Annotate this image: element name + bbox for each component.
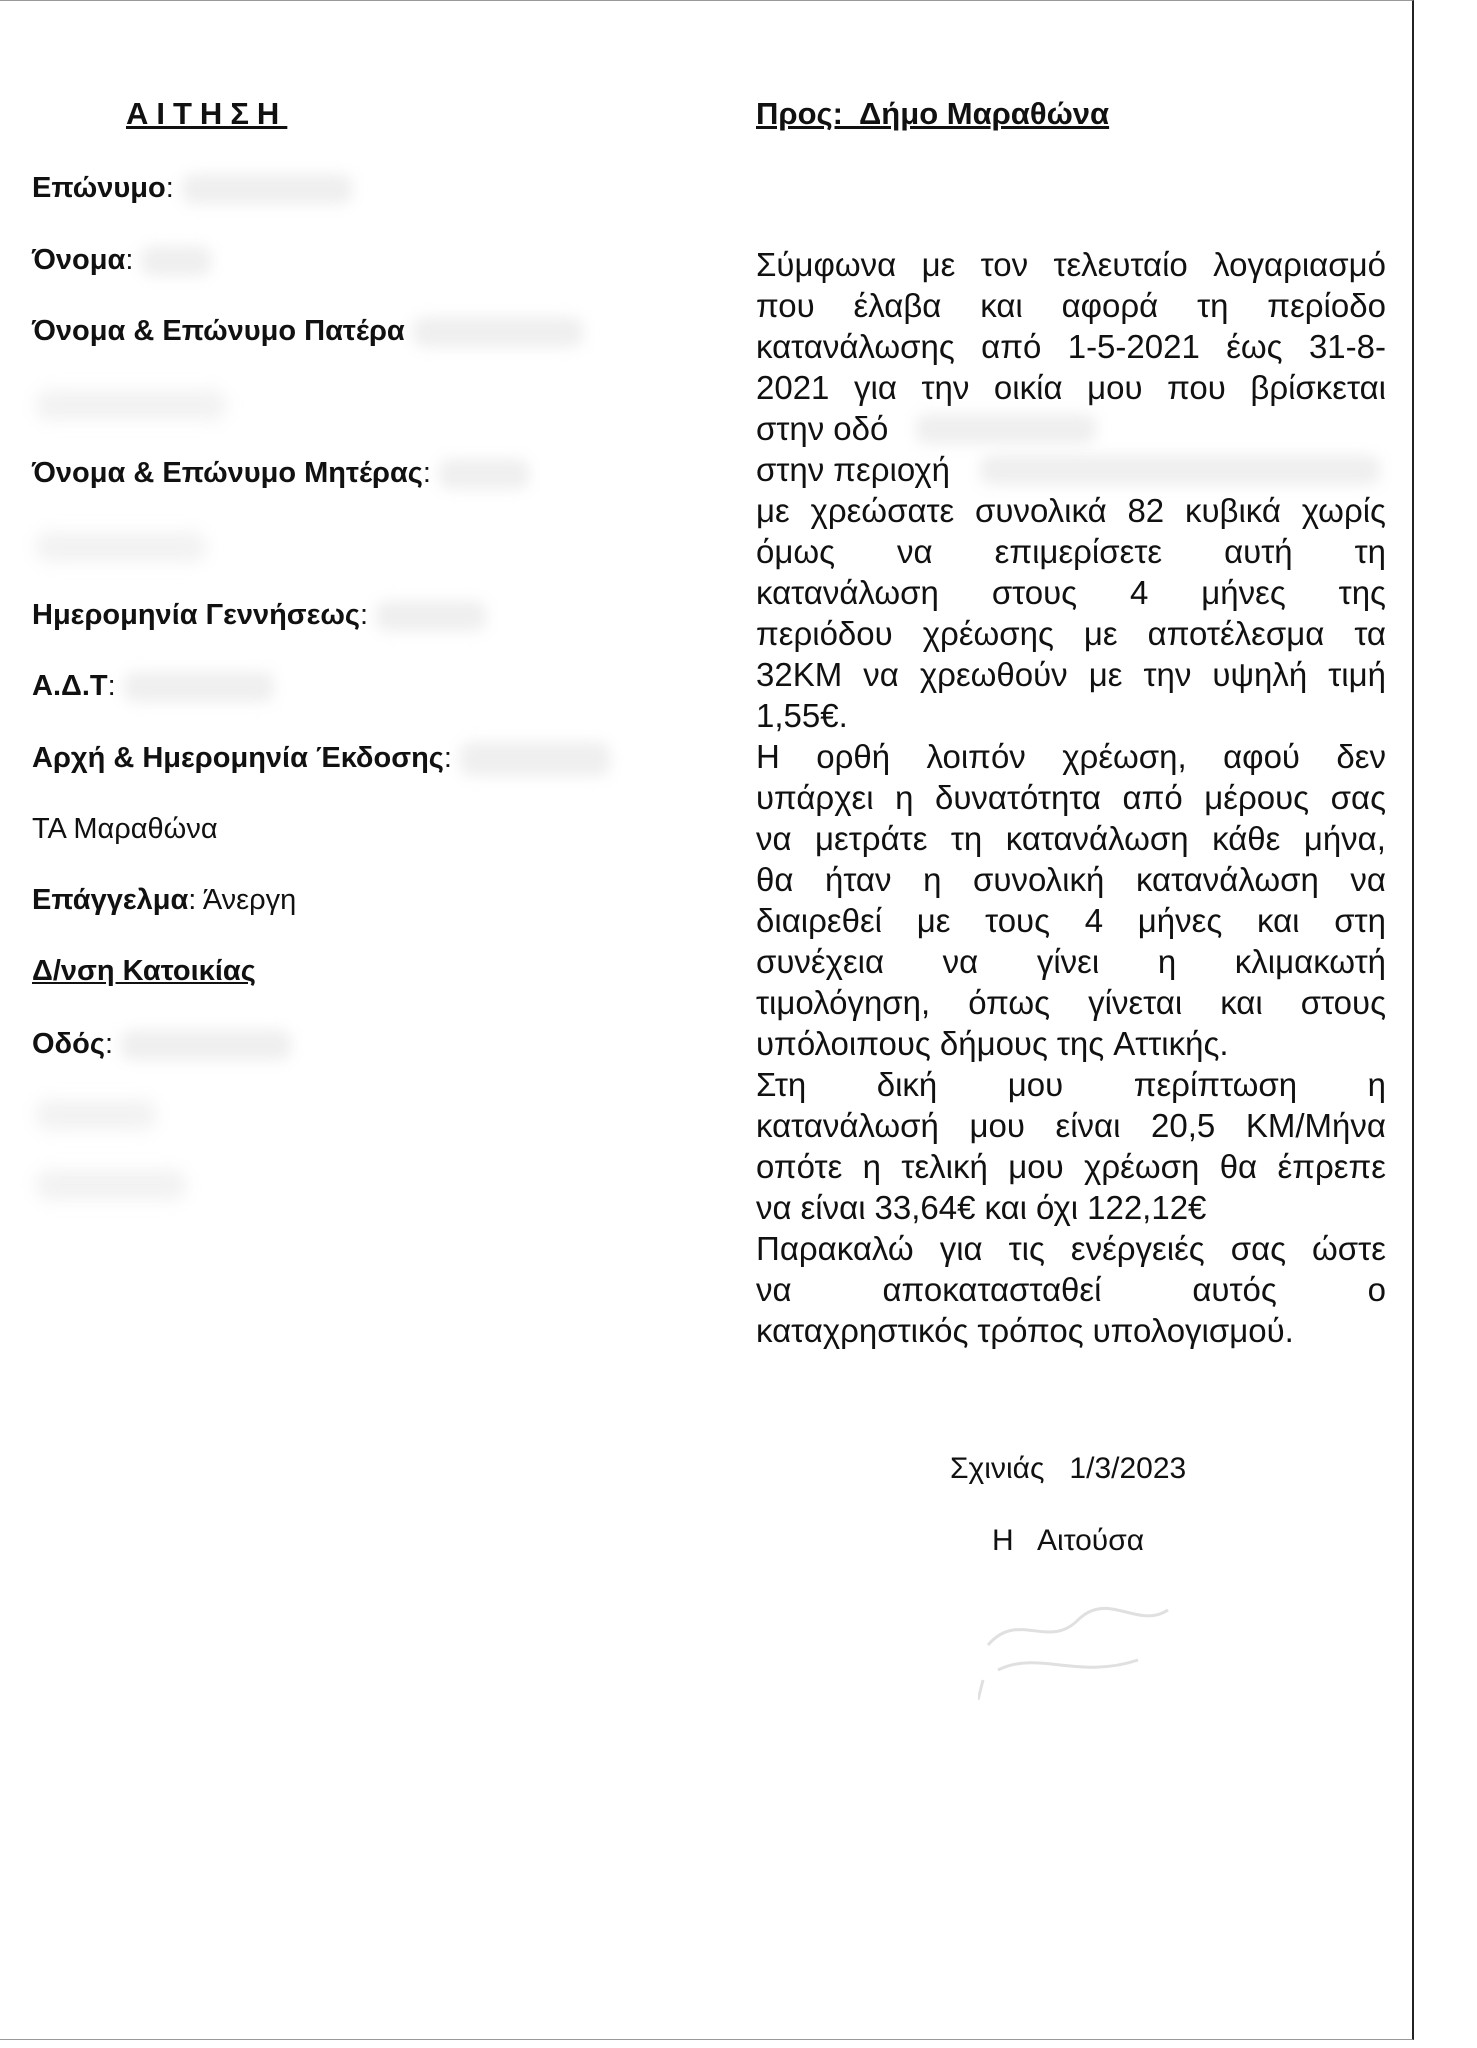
- field-id-number: [32, 670, 274, 703]
- redacted-value: [376, 601, 486, 631]
- letter-word: και: [980, 287, 1023, 324]
- letter-word: της: [1056, 1025, 1105, 1062]
- letter-word: στην: [756, 451, 825, 488]
- letter-line: [756, 531, 1386, 572]
- letter-line: [756, 982, 1386, 1023]
- letter-line: [756, 1310, 1386, 1351]
- letter-word: αυτός: [1192, 1271, 1277, 1308]
- field-first-name: [32, 244, 211, 277]
- redacted-value-continued: [36, 532, 206, 562]
- letter-word: Παρακαλώ: [756, 1230, 914, 1267]
- letter-line: [756, 654, 1386, 695]
- letter-word: γίνει: [1036, 943, 1100, 980]
- letter-word: να: [756, 1271, 792, 1308]
- letter-word: περιοχή: [833, 451, 950, 488]
- letter-word: 20,5: [1151, 1107, 1216, 1144]
- letter-word: τελική: [901, 1148, 988, 1185]
- field-label: Ημερομηνία Γεννήσεως: [32, 599, 360, 631]
- letter-word: μου: [1087, 369, 1143, 406]
- letter-word: να: [863, 656, 899, 693]
- letter-word: σας: [1230, 1230, 1287, 1267]
- letter-word: 1-5-2021: [1067, 328, 1200, 365]
- letter-line: [756, 777, 1386, 818]
- letter-word: αφορά: [1061, 287, 1159, 324]
- field-separator: :: [107, 670, 116, 702]
- letter-word: βρίσκεται: [1250, 369, 1386, 406]
- letter-word: 33,64€: [874, 1189, 976, 1226]
- letter-word: να: [756, 820, 792, 857]
- issuing-authority-value: ΤΑ Μαραθώνα: [32, 813, 218, 845]
- redacted-value: [121, 1030, 291, 1060]
- signature-image: [978, 1590, 1178, 1700]
- letter-word: ο: [1367, 1271, 1386, 1308]
- letter-word: έπρεπε: [1277, 1148, 1386, 1185]
- letter-line: [756, 818, 1386, 859]
- field-separator: :: [104, 1028, 114, 1060]
- letter-word: χωρίς: [1301, 492, 1386, 529]
- letter-line: [756, 1228, 1386, 1269]
- letter-word: υπόλοιπους: [756, 1025, 931, 1062]
- letter-word: Αττικής.: [1113, 1025, 1229, 1062]
- letter-line: [756, 1187, 1386, 1228]
- letter-word: ορθή: [816, 738, 891, 775]
- letter-word: χρεωθούν: [919, 656, 1068, 693]
- letter-word: για: [939, 1230, 983, 1267]
- letter-word: χρέωση: [1084, 1148, 1200, 1185]
- letter-word: αυτή: [1224, 533, 1293, 570]
- letter-word: τιμή: [1328, 656, 1386, 693]
- letter-word: μήνες: [1201, 574, 1286, 611]
- letter-word: κατανάλωσης: [756, 328, 955, 365]
- letter-word: γίνεται: [1088, 984, 1183, 1021]
- letter-word: 122,12€: [1087, 1189, 1207, 1226]
- letter-word: κυβικά: [1184, 492, 1281, 529]
- residence-heading: Δ/νση Κατοικίας: [32, 955, 256, 987]
- letter-word: κλιμακωτή: [1234, 943, 1386, 980]
- field-label: Όνομα & Επώνυμο Πατέρα: [32, 315, 405, 347]
- field-mother-name: [32, 457, 529, 490]
- letter-word: δυνατότητα: [935, 779, 1101, 816]
- letter-word: αφού: [1223, 738, 1300, 775]
- letter-word: με: [1083, 615, 1118, 652]
- letter-word: και: [1256, 902, 1300, 939]
- letter-line: [756, 1064, 1386, 1105]
- field-surname: [32, 172, 352, 205]
- letter-word: με: [756, 492, 790, 529]
- letter-word: καταχρηστικός: [756, 1312, 969, 1349]
- letter-word: συνέχεια: [756, 943, 885, 980]
- letter-word: στην: [756, 410, 825, 447]
- letter-word: ενέργειές: [1070, 1230, 1205, 1267]
- letter-word: χρέωση,: [1062, 738, 1187, 775]
- letter-word: υπάρχει: [756, 779, 874, 816]
- field-birth-date: [32, 599, 486, 632]
- field-street: [32, 1028, 291, 1061]
- letter-word: μου: [969, 1107, 1025, 1144]
- letter-word: 1,55€.: [756, 697, 848, 734]
- redacted-value: [413, 317, 583, 347]
- letter-word: από: [1122, 779, 1183, 816]
- letter-line: [756, 1269, 1386, 1310]
- letter-line: [756, 736, 1386, 777]
- letter-word: δική: [876, 1066, 938, 1103]
- letter-word: είναι: [1055, 1107, 1121, 1144]
- letter-word: τους: [985, 902, 1051, 939]
- letter-word: μήνα,: [1303, 820, 1386, 857]
- field-father-name: [32, 315, 583, 348]
- letter-word: κατανάλωση: [1005, 820, 1189, 857]
- letter-word: τον: [980, 246, 1029, 283]
- letter-word: με: [921, 246, 956, 283]
- letter-word: έως: [1226, 328, 1283, 365]
- letter-word: αποτέλεσμα: [1147, 615, 1325, 652]
- letter-word: 31-8-: [1308, 328, 1386, 365]
- field-separator: :: [359, 599, 369, 631]
- letter-word: θα: [756, 861, 794, 898]
- field-label: Α.Δ.Τ: [32, 670, 108, 702]
- letter-word: χρεώσατε: [810, 492, 955, 529]
- letter-line: [756, 859, 1386, 900]
- field-label: Όνομα & Επώνυμο Μητέρας: [32, 457, 423, 489]
- redacted-address-line: [36, 1100, 156, 1130]
- letter-word: οδό: [833, 410, 889, 447]
- letter-line: [756, 572, 1386, 613]
- letter-word: τρόπος: [977, 1312, 1084, 1349]
- letter-word: την: [921, 369, 970, 406]
- letter-word: μου: [1008, 1148, 1064, 1185]
- letter-word: συνολική: [973, 861, 1105, 898]
- letter-word: να: [942, 943, 979, 980]
- letter-line: [756, 490, 1386, 531]
- letter-word: περίπτωση: [1133, 1066, 1298, 1103]
- signer-label: Η Αιτούσα: [992, 1524, 1145, 1557]
- letter-word: 2021: [756, 369, 830, 406]
- field-occupation: [32, 884, 296, 917]
- letter-word: η: [862, 1148, 882, 1185]
- letter-word: που: [756, 287, 815, 324]
- letter-word: την: [1143, 656, 1192, 693]
- letter-word: 32ΚΜ: [756, 656, 843, 693]
- letter-line: [756, 613, 1386, 654]
- letter-word: όμως: [756, 533, 836, 570]
- letter-word: είναι: [800, 1189, 866, 1226]
- letter-word: μέρους: [1204, 779, 1310, 816]
- letter-word: δήμους: [939, 1025, 1048, 1062]
- letter-word: στους: [991, 574, 1078, 611]
- letter-word: τελευταίο: [1053, 246, 1188, 283]
- letter-word: υψηλή: [1212, 656, 1308, 693]
- redacted-street: [916, 414, 1096, 444]
- letter-word: 4: [1129, 574, 1149, 611]
- letter-word: η: [895, 779, 914, 816]
- letter-word: οπότε: [756, 1148, 843, 1185]
- letter-word: σας: [1330, 779, 1386, 816]
- field-label: Επώνυμο: [32, 172, 166, 204]
- letter-word: όχι: [1035, 1189, 1079, 1226]
- letter-word: της: [1338, 574, 1386, 611]
- letter-word: λοιπόν: [926, 738, 1026, 775]
- letter-word: η: [1157, 943, 1177, 980]
- place-date: Σχινιάς 1/3/2023: [950, 1452, 1187, 1485]
- field-issuing-authority-date: [32, 742, 610, 776]
- letter-line: [756, 1146, 1386, 1187]
- redacted-address-line: [36, 1170, 186, 1200]
- redacted-value: [141, 246, 211, 276]
- letter-word: τη: [1354, 533, 1386, 570]
- letter-word: τα: [1354, 615, 1386, 652]
- letter-word: Σύμφωνα: [756, 246, 897, 283]
- redacted-value: [460, 742, 610, 776]
- field-label: Επάγγελμα: [32, 884, 189, 916]
- letter-word: τη: [1197, 287, 1229, 324]
- redacted-value-continued: [36, 390, 226, 420]
- letter-word: η: [1367, 1066, 1386, 1103]
- letter-word: με: [1088, 656, 1123, 693]
- letter-word: 4: [1084, 902, 1104, 939]
- letter-body: [756, 244, 1386, 1351]
- letter-word: από: [981, 328, 1042, 365]
- recipient-heading: Προς: Δήμο Μαραθώνα: [756, 96, 1110, 131]
- letter-word: ήταν: [825, 861, 892, 898]
- letter-word: αποκατασταθεί: [882, 1271, 1102, 1308]
- field-separator: :: [125, 244, 134, 276]
- field-value: Άνεργη: [196, 884, 297, 916]
- redacted-value: [439, 459, 529, 489]
- letter-word: κατανάλωσή: [756, 1107, 939, 1144]
- letter-word: Η: [756, 738, 780, 775]
- letter-word: να: [756, 1189, 792, 1226]
- letter-word: κατανάλωση: [1135, 861, 1319, 898]
- letter-word: να: [1350, 861, 1386, 898]
- letter-word: τη: [950, 820, 983, 857]
- letter-word: για: [853, 369, 897, 406]
- redacted-area: [980, 455, 1380, 485]
- field-separator: :: [422, 457, 431, 489]
- letter-word: τις: [1008, 1230, 1045, 1267]
- letter-line: [756, 941, 1386, 982]
- letter-word: διαιρεθεί: [756, 902, 882, 939]
- letter-word: μου: [1007, 1066, 1064, 1103]
- letter-line: [756, 244, 1386, 285]
- letter-word: υπολογισμού.: [1092, 1312, 1294, 1349]
- letter-word: να: [897, 533, 933, 570]
- letter-word: επιμερίσετε: [994, 533, 1163, 570]
- redacted-value: [182, 174, 352, 204]
- letter-word: τιμολόγηση,: [756, 984, 931, 1021]
- field-separator: :: [188, 884, 197, 916]
- field-separator: :: [165, 172, 174, 204]
- letter-line: [756, 1105, 1386, 1146]
- letter-word: κάθε: [1212, 820, 1281, 857]
- letter-line: [756, 695, 1386, 736]
- letter-word: συνολικά: [975, 492, 1107, 529]
- redacted-value: [124, 672, 274, 702]
- letter-word: που: [1167, 369, 1226, 406]
- letter-word: έλαβα: [853, 287, 942, 324]
- field-label: Αρχή & Ημερομηνία Έκδοσης: [32, 742, 444, 774]
- field-label: Οδός: [32, 1028, 105, 1060]
- letter-line: [756, 367, 1386, 408]
- letter-line: [756, 326, 1386, 367]
- letter-word: η: [923, 861, 942, 898]
- letter-word: ΚΜ/Μήνα: [1245, 1107, 1386, 1144]
- letter-line: [756, 900, 1386, 941]
- field-label: Όνομα: [32, 244, 126, 276]
- letter-word: περιόδου: [756, 615, 893, 652]
- letter-line: [756, 1023, 1386, 1064]
- letter-word: 82: [1127, 492, 1165, 529]
- letter-word: Στη: [756, 1066, 807, 1103]
- letter-word: περίοδο: [1267, 287, 1386, 324]
- letter-word: λογαριασμό: [1213, 246, 1386, 283]
- letter-word: με: [916, 902, 951, 939]
- letter-word: και: [984, 1189, 1027, 1226]
- letter-word: στους: [1300, 984, 1386, 1021]
- letter-word: μήνες: [1137, 902, 1223, 939]
- letter-word: στη: [1334, 902, 1386, 939]
- letter-word: μετράτε: [815, 820, 928, 857]
- letter-word: και: [1220, 984, 1263, 1021]
- letter-word: οικία: [993, 369, 1063, 406]
- document-title: ΑΙΤΗΣΗ: [126, 96, 288, 131]
- letter-line: [756, 285, 1386, 326]
- letter-word: ώστε: [1312, 1230, 1386, 1267]
- letter-word: χρέωσης: [922, 615, 1054, 652]
- field-separator: :: [443, 742, 452, 774]
- letter-word: όπως: [968, 984, 1051, 1021]
- letter-word: κατανάλωση: [756, 574, 939, 611]
- letter-word: δεν: [1336, 738, 1386, 775]
- letter-word: θα: [1219, 1148, 1258, 1185]
